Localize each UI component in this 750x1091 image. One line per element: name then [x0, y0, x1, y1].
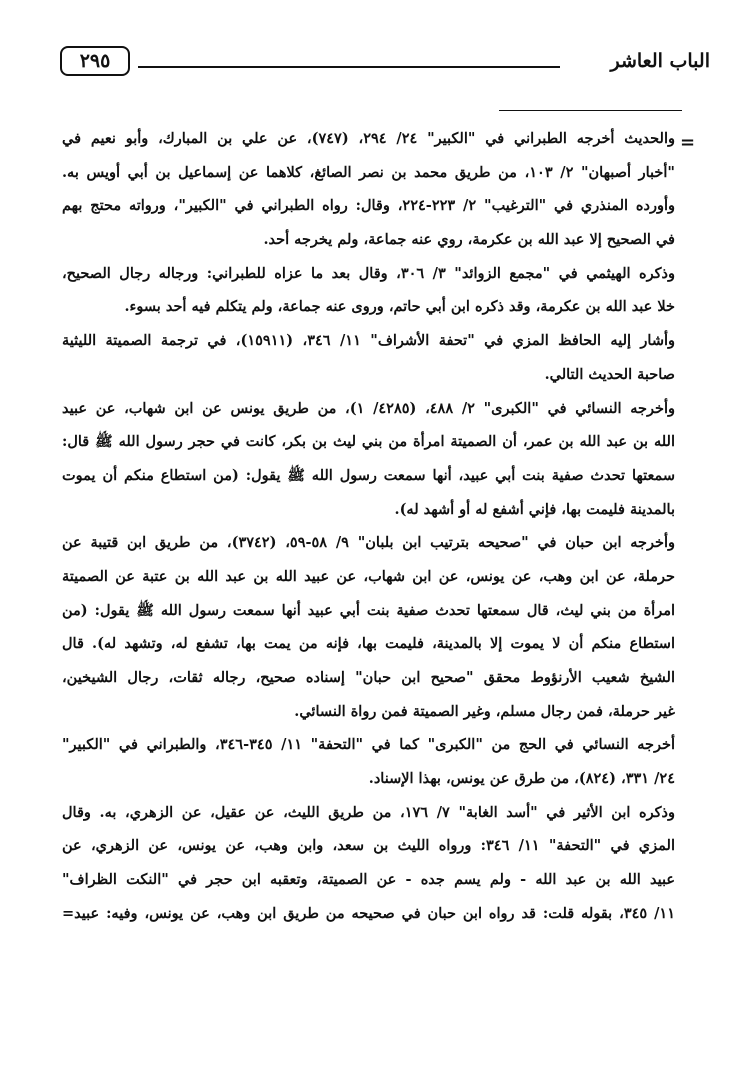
text-line: بالمدينة فليمت بها، فإني أشفع له أو أشهد له).	[394, 500, 675, 518]
text-line: في الصحيح إلا عبد الله بن عكرمة، روي عنه جماعة، ولم يخرجه أحد.	[263, 231, 675, 249]
text-line: حرملة، عن ابن وهب، عن يونس، عن ابن شهاب، عن عبيد الله بن عبد الله بن عتبة عن الصميتة	[62, 567, 675, 585]
text-line: ١١/ ٣٤٥، بقوله قلت: قد رواه ابن حبان في صحيحه من طريق ابن وهب، عن يونس، وفيه: عبيد=	[62, 904, 675, 922]
footnote-text	[62, 122, 675, 931]
text-line: خلا عبد الله بن عكرمة، وقد ذكره ابن أبي حاتم، وروى عنه جماعة، ولم يتكلم فيه أحد بسوء.	[124, 298, 675, 316]
text-line: الله بن عبد الله بن عمر، أن الصميتة امرأة من بني ليث بن بكر، كانت في حجر رسول الله ﷺ قال:	[62, 433, 675, 451]
page-header	[60, 46, 710, 80]
text-line: الشيخ شعيب الأرنؤوط محقق "صحيح ابن حبان" إسناده صحيح، رجاله ثقات، رجال الشيخين،	[62, 669, 675, 686]
text-line: والحديث أخرجه الطبراني في "الكبير" ٢٤/ ٢٩٤، (٧٤٧)، عن علي بن المبارك، وأبو نعيم في	[62, 130, 675, 147]
text-line: وأخرجه ابن حبان في "صحيحه بترتيب ابن بلبان" ٩/ ٥٨-٥٩، (٣٧٤٢)، من طريق ابن قتيبة عن	[62, 534, 675, 552]
text-line: امرأة من بني ليث، قال سمعتها تحدث صفية بنت أبي عبيد أنها سمعت رسول الله ﷺ يقول: (من	[62, 601, 675, 619]
footnote-continuation-mark: =	[680, 132, 696, 153]
text-line: استطاع منكم أن لا يموت إلا بالمدينة، فليمت بها، فإنه من يمت بها، تشفع له، وتشهد له). قال	[62, 635, 675, 653]
text-line: سمعتها تحدث صفية بنت أبي عبيد، أنها سمعت رسول الله ﷺ يقول: (من استطاع منكم أن يموت	[62, 466, 675, 484]
text-line: غير حرملة، فمن رجال مسلم، وغير الصميتة فمن رواة النسائي.	[294, 702, 675, 720]
chapter-title: الباب العاشر	[610, 50, 710, 72]
footnote-separator	[499, 110, 682, 111]
text-line: أخرجه النسائي في الحج من "الكبرى" كما في "التحفة" ١١/ ٣٤٥-٣٤٦، والطبراني في "الكبير"	[62, 736, 675, 754]
text-line: وأشار إليه الحافظ المزي في "تحفة الأشراف" ١١/ ٣٤٦، (١٥٩١١)، في ترجمة الصميتة الليثية	[62, 332, 675, 350]
page-number: ٢٩٥	[60, 46, 130, 76]
text-line: صاحبة الحديث التالي.	[544, 365, 675, 383]
text-line: المزي في "التحفة" ١١/ ٣٤٦: ورواه الليث بن سعد، وابن وهب، عن يونس، عن الزهري، عن	[62, 837, 675, 855]
header-rule	[138, 66, 560, 68]
text-line: "أخبار أصبهان" ٢/ ١٠٣، من طريق محمد بن نصر الصائغ، كلاهما عن إسماعيل بن أبي أويس به.	[62, 163, 675, 181]
text-line: وأورده المنذري في "الترغيب" ٢/ ٢٢٣-٢٢٤، وقال: رواه الطبراني في "الكبير"، ورواته محتج بهم	[62, 197, 675, 215]
text-line: ٢٤/ ٣٣١، (٨٢٤)، من طرق عن يونس، بهذا الإسناد.	[368, 770, 675, 788]
text-line: وذكره الهيثمي في "مجمع الزوائد" ٣/ ٣٠٦، وقال بعد ما عزاه للطبراني: ورجاله رجال الصحيح،	[62, 264, 675, 282]
text-line: وذكره ابن الأثير في "أسد الغابة" ٧/ ١٧٦، من طريق الليث، عن عقيل، عن الزهري، به. وقال	[62, 803, 675, 821]
text-line: عبيد الله بن عبد الله - ولم يسم جده - عن الصميتة، وتعقبه ابن حجر في "النكت الظراف"	[62, 871, 675, 889]
text-line: وأخرجه النسائي في "الكبرى" ٢/ ٤٨٨، (٤٢٨٥/ ١)، من طريق يونس عن ابن شهاب، عن عبيد	[62, 399, 675, 417]
